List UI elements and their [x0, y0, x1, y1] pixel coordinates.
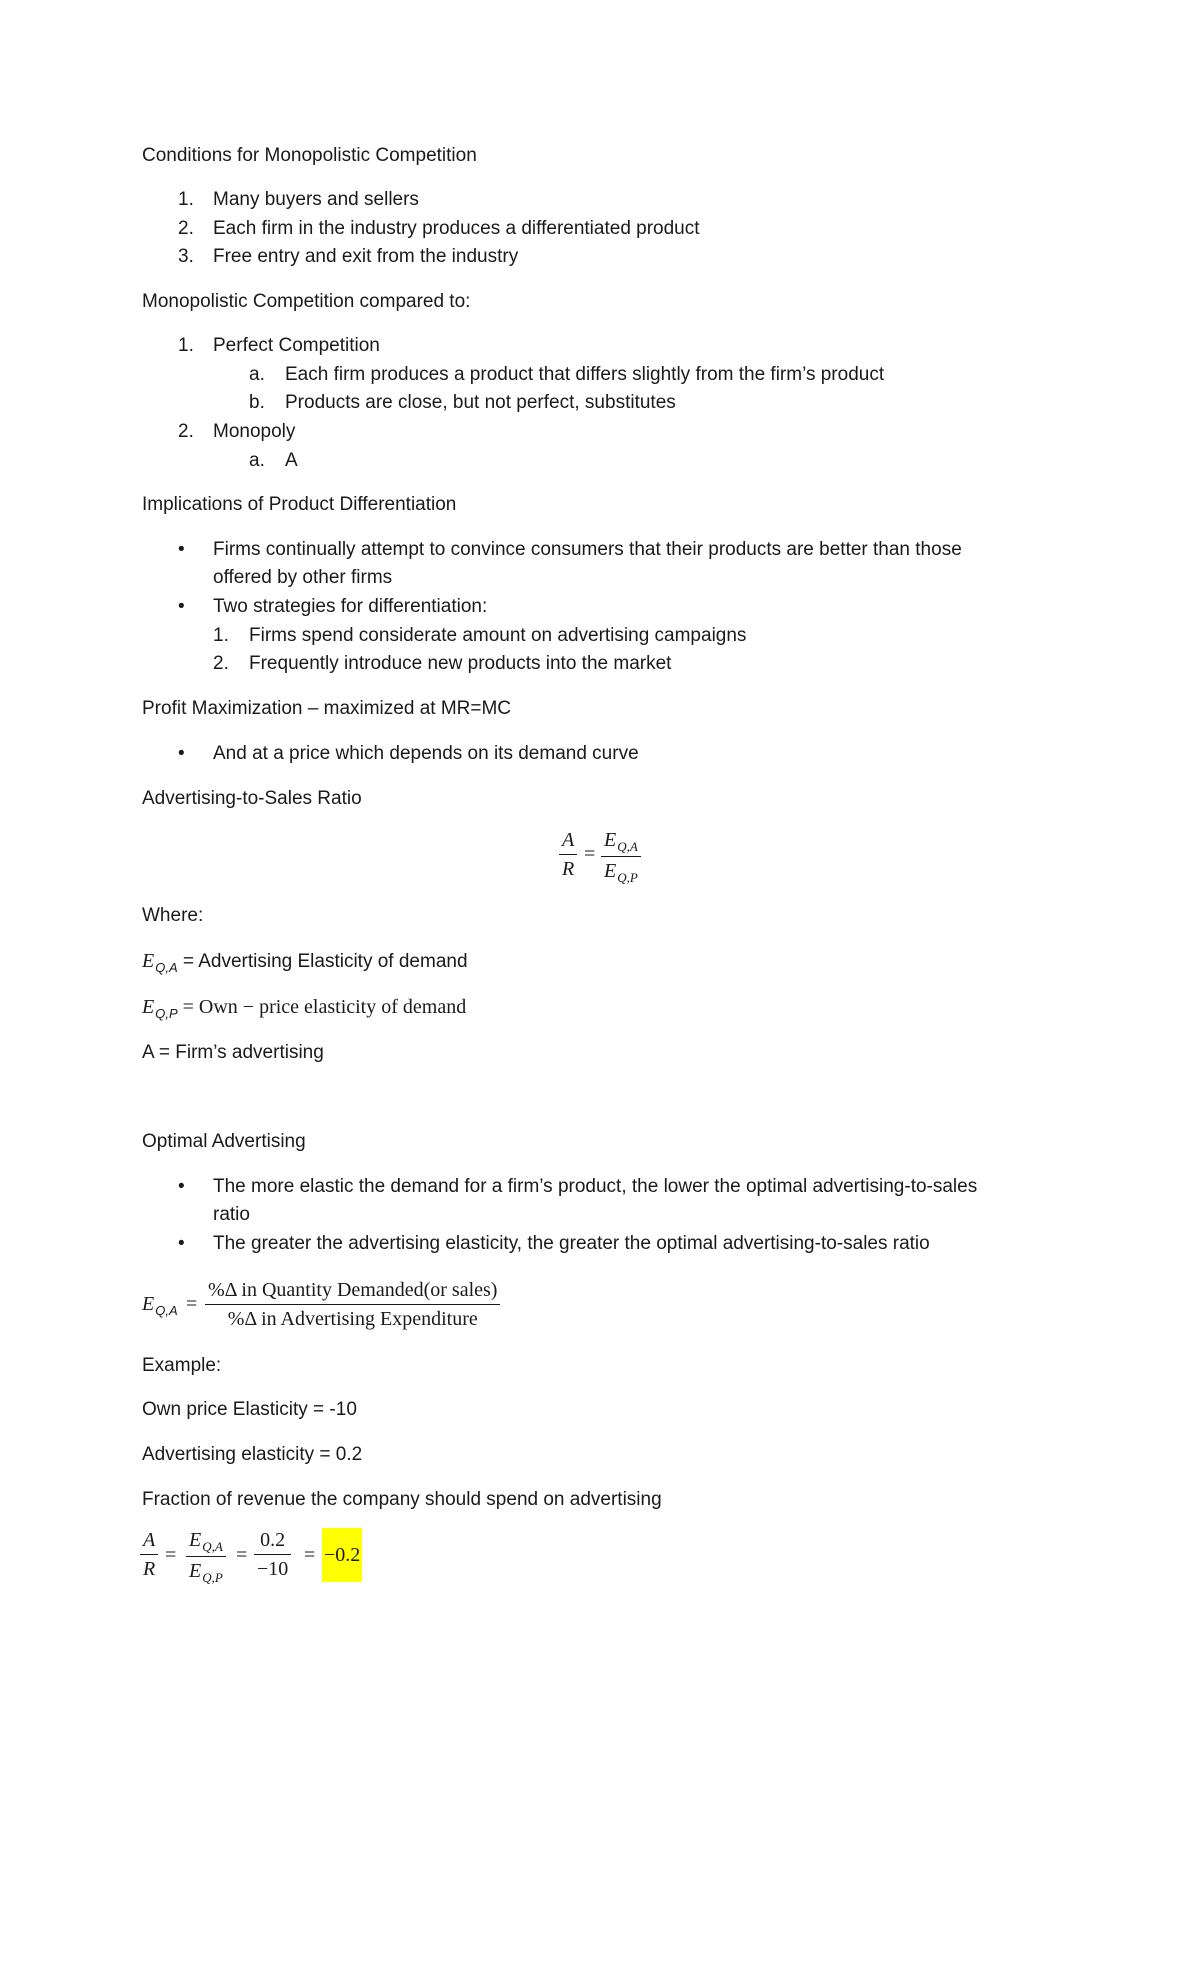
- example-own-price: Own price Elasticity = -10: [142, 1399, 357, 1420]
- subscript-qp: Q,P: [202, 1570, 223, 1585]
- heading-implications: Implications of Product Differentiation: [142, 494, 457, 515]
- list-item: Each firm produces a product that differs slightly from the firm’s product: [285, 364, 885, 385]
- list-item: Many buyers and sellers: [213, 189, 419, 210]
- bullet-icon: •: [178, 743, 185, 764]
- fraction-elasticities: [601, 828, 641, 885]
- subscript-qp: Q,P: [155, 1006, 178, 1021]
- bullet-text: And at a price which depends on its demand curve: [213, 743, 639, 764]
- numerator-a: A: [140, 1528, 158, 1555]
- example-label: Example:: [142, 1355, 222, 1376]
- symbol-e: E: [142, 1293, 155, 1315]
- equals-sign: =: [165, 1544, 177, 1566]
- list-number: 2.: [213, 653, 229, 674]
- symbol-e: E: [604, 860, 617, 882]
- subscript-qa: Q,A: [617, 839, 638, 854]
- list-letter: b.: [249, 392, 265, 413]
- example-advertising: Advertising elasticity = 0.2: [142, 1444, 363, 1465]
- fraction-a-over-r: [140, 1528, 158, 1581]
- list-item: A: [285, 450, 298, 471]
- definition-text: = Advertising Elasticity of demand: [177, 951, 468, 972]
- heading-conditions: Conditions for Monopolistic Competition: [142, 145, 477, 166]
- bullet-text-cont: offered by other firms: [213, 567, 393, 588]
- bullet-text: Two strategies for differentiation:: [213, 596, 488, 617]
- fraction-a-over-r: [559, 828, 577, 881]
- equals-sign: =: [186, 1293, 198, 1315]
- where-label: Where:: [142, 905, 204, 926]
- list-item: Products are close, but not perfect, substitutes: [285, 392, 676, 413]
- equals-sign: =: [304, 1544, 316, 1566]
- symbol-e: E: [142, 996, 155, 1018]
- bullet-icon: •: [178, 1176, 185, 1197]
- list-item: Monopoly: [213, 421, 296, 442]
- bullet-text-cont: ratio: [213, 1204, 250, 1225]
- equals-sign: =: [236, 1544, 248, 1566]
- list-number: 2.: [178, 421, 194, 442]
- heading-optimal: Optimal Advertising: [142, 1131, 306, 1152]
- denominator-r: R: [143, 1558, 156, 1580]
- fraction-elasticities: [186, 1528, 226, 1585]
- heading-profit: Profit Maximization – maximized at MR=MC: [142, 698, 512, 719]
- numerator-value: 0.2: [254, 1528, 291, 1555]
- bullet-text: The more elastic the demand for a firm’s product, the lower the optimal advertising-to-sales: [213, 1176, 978, 1197]
- definition-text: = Own − price elasticity of demand: [177, 996, 467, 1018]
- fraction-values: [254, 1528, 291, 1581]
- list-item: Perfect Competition: [213, 335, 380, 356]
- list-item: Frequently introduce new products into the market: [249, 653, 672, 674]
- list-number: 3.: [178, 246, 194, 267]
- denominator-value: −10: [257, 1558, 289, 1580]
- subscript-qa: Q,A: [155, 960, 178, 975]
- subscript-qp: Q,P: [617, 870, 638, 885]
- bullet-text: Firms continually attempt to convince consumers that their products are better than those: [213, 539, 962, 560]
- list-number: 1.: [213, 625, 229, 646]
- list-letter: a.: [249, 450, 265, 471]
- subscript-qa: Q,A: [155, 1303, 178, 1318]
- numerator-a: A: [559, 828, 577, 855]
- list-number: 1.: [178, 335, 194, 356]
- fraction-percent-change: [205, 1278, 500, 1331]
- list-letter: a.: [249, 364, 265, 385]
- symbol-e: E: [189, 1560, 202, 1582]
- list-number: 1.: [178, 189, 194, 210]
- definition-eqp: [142, 995, 466, 1021]
- list-item: Each firm in the industry produces a differentiated product: [213, 218, 700, 239]
- bullet-icon: •: [178, 539, 185, 560]
- bullet-icon: •: [178, 596, 185, 617]
- equals-sign: =: [584, 843, 596, 865]
- highlighted-result: −0.2: [322, 1528, 362, 1582]
- list-number: 2.: [178, 218, 194, 239]
- heading-ad-sales: Advertising-to-Sales Ratio: [142, 788, 362, 809]
- symbol-e: E: [142, 950, 155, 972]
- denominator-r: R: [562, 858, 575, 880]
- numerator-quantity: %Δ in Quantity Demanded(or sales): [205, 1278, 500, 1305]
- symbol-e: E: [604, 829, 617, 851]
- heading-compared: Monopolistic Competition compared to:: [142, 291, 471, 312]
- denominator-expenditure: %Δ in Advertising Expenditure: [227, 1308, 478, 1330]
- list-item: Free entry and exit from the industry: [213, 246, 519, 267]
- definition-a: A = Firm’s advertising: [142, 1042, 324, 1063]
- subscript-qa: Q,A: [202, 1539, 223, 1554]
- symbol-e: E: [189, 1529, 202, 1551]
- list-item: Firms spend considerate amount on advertising campaigns: [249, 625, 747, 646]
- bullet-text: The greater the advertising elasticity, the greater the optimal advertising-to-sales ratio: [213, 1233, 930, 1254]
- lhs-eqa: [142, 1292, 178, 1318]
- example-fraction-text: Fraction of revenue the company should spend on advertising: [142, 1489, 662, 1510]
- definition-eqa: [142, 949, 468, 975]
- bullet-icon: •: [178, 1233, 185, 1254]
